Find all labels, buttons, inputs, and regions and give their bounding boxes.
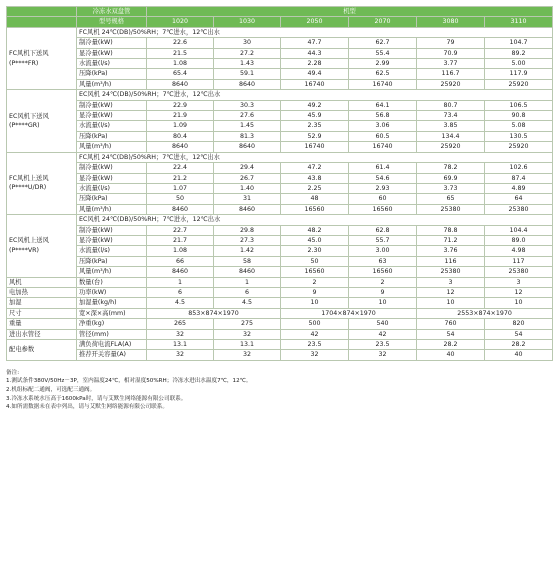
- value-cell: 47.2: [281, 163, 349, 173]
- value-cell: 2.28: [281, 59, 349, 69]
- value-cell: 65: [417, 194, 485, 204]
- table-row: [7, 79, 553, 89]
- value-cell: 8460: [214, 267, 281, 277]
- value-cell: 65.4: [147, 69, 214, 79]
- row-label: 风量(m³/h): [77, 142, 147, 152]
- value-cell: 540: [349, 319, 417, 329]
- table-row: [7, 256, 553, 266]
- value-cell: 52.9: [281, 131, 349, 141]
- value-cell: 16740: [349, 142, 417, 152]
- value-cell: 81.3: [214, 131, 281, 141]
- value-cell: 16740: [281, 142, 349, 152]
- row-label: 净重(kg): [77, 319, 147, 329]
- value-cell: 116: [417, 256, 485, 266]
- value-cell: 70.9: [417, 48, 485, 58]
- value-cell: 134.4: [417, 131, 485, 141]
- group-label: 进出水管径: [7, 329, 77, 339]
- header-blank: [7, 17, 77, 27]
- value-cell: 27.2: [214, 48, 281, 58]
- table-row: [7, 38, 553, 48]
- row-label: 加湿量(kg/h): [77, 298, 147, 308]
- section-group-label: [7, 215, 77, 277]
- section-group-label: [7, 152, 77, 214]
- value-cell: 40: [485, 350, 553, 360]
- value-cell: 6: [214, 287, 281, 297]
- value-cell: 116.7: [417, 69, 485, 79]
- group-label: 加湿: [7, 298, 77, 308]
- header-row: [7, 17, 553, 27]
- value-cell: 48.2: [281, 225, 349, 235]
- row-label: 宽×深×高(mm): [77, 308, 147, 318]
- header-row: [7, 7, 553, 17]
- value-cell: 26.7: [214, 173, 281, 183]
- value-cell: 16740: [281, 79, 349, 89]
- condition-row: EC风机 24℃(DB)/50%RH；7℃进水，12℃出水: [77, 215, 553, 225]
- value-cell: 2.93: [349, 183, 417, 193]
- group-name: FC风机下送风: [9, 50, 49, 58]
- value-cell: 64.1: [349, 100, 417, 110]
- row-label: 压降(kPa): [77, 194, 147, 204]
- value-cell: 102.6: [485, 163, 553, 173]
- table-row: [7, 235, 553, 245]
- value-cell: 25920: [417, 79, 485, 89]
- section-group-label: [7, 90, 77, 152]
- value-cell: 62.7: [349, 38, 417, 48]
- table-row: [7, 27, 553, 37]
- value-cell: 500: [281, 319, 349, 329]
- value-cell: 49.2: [281, 100, 349, 110]
- value-cell: 8640: [147, 79, 214, 89]
- value-cell: 3.85: [417, 121, 485, 131]
- value-cell: 32: [147, 350, 214, 360]
- group-name: FC风机上送风: [9, 175, 49, 182]
- value-cell: 1.42: [214, 246, 281, 256]
- value-cell: 12: [485, 287, 553, 297]
- value-cell: 32: [147, 329, 214, 339]
- table-row: [7, 308, 553, 318]
- note-line: 2.机组标配二通阀，可选配三通阀。: [6, 387, 96, 393]
- value-cell: 3.00: [349, 246, 417, 256]
- value-cell: 1: [214, 277, 281, 287]
- value-cell: 54: [485, 329, 553, 339]
- value-cell: 8460: [147, 204, 214, 214]
- value-cell: 60: [349, 194, 417, 204]
- value-cell: 22.6: [147, 38, 214, 48]
- value-cell: 10: [417, 298, 485, 308]
- model-header: 1020: [147, 17, 214, 27]
- table-row: [7, 287, 553, 297]
- notes-block: [6, 369, 552, 412]
- spec-sheet: [6, 6, 552, 412]
- row-label: 水流量(l/s): [77, 246, 147, 256]
- table-row: [7, 329, 553, 339]
- table-row: [7, 298, 553, 308]
- value-cell: 56.8: [349, 111, 417, 121]
- value-cell: 265: [147, 319, 214, 329]
- row-label: 水流量(l/s): [77, 59, 147, 69]
- row-label: 满负荷电流FLA(A): [77, 340, 147, 350]
- row-label: 数量(台): [77, 277, 147, 287]
- row-label: 制冷量(kW): [77, 225, 147, 235]
- value-cell: 89.2: [485, 48, 553, 58]
- value-cell: 104.7: [485, 38, 553, 48]
- value-cell: 29.4: [214, 163, 281, 173]
- note-line: 3.冷冻水系统水压高于1600kPa时，请与艾默生网络能源有限公司联系。: [6, 395, 187, 402]
- value-cell: 1704×874×1970: [281, 308, 417, 318]
- value-cell: 4.5: [147, 298, 214, 308]
- value-cell: 90.8: [485, 111, 553, 121]
- value-cell: 64: [485, 194, 553, 204]
- table-row: [7, 204, 553, 214]
- value-cell: 21.5: [147, 48, 214, 58]
- value-cell: 50: [281, 256, 349, 266]
- value-cell: 69.9: [417, 173, 485, 183]
- value-cell: 2.30: [281, 246, 349, 256]
- table-row: [7, 173, 553, 183]
- model-header: 1030: [214, 17, 281, 27]
- value-cell: 1.43: [214, 59, 281, 69]
- table-row: [7, 121, 553, 131]
- value-cell: 55.7: [349, 235, 417, 245]
- value-cell: 44.3: [281, 48, 349, 58]
- value-cell: 22.7: [147, 225, 214, 235]
- table-row: [7, 59, 553, 69]
- value-cell: 45.9: [281, 111, 349, 121]
- row-label: 制冷量(kW): [77, 163, 147, 173]
- condition-row: FC风机 24℃(DB)/50%RH；7℃进水，12℃出水: [77, 27, 553, 37]
- table-row: [7, 319, 553, 329]
- value-cell: 13.1: [214, 340, 281, 350]
- value-cell: 23.5: [349, 340, 417, 350]
- note-line: 4.如所需数据未在表中列出，请与艾默生网络能源有限公司联系。: [6, 404, 168, 411]
- value-cell: 10: [349, 298, 417, 308]
- table-row: [7, 69, 553, 79]
- value-cell: 1.08: [147, 59, 214, 69]
- value-cell: 43.8: [281, 173, 349, 183]
- value-cell: 4.89: [485, 183, 553, 193]
- value-cell: 66: [147, 256, 214, 266]
- table-row: [7, 194, 553, 204]
- value-cell: 59.1: [214, 69, 281, 79]
- model-header: 3080: [417, 17, 485, 27]
- value-cell: 2.99: [349, 59, 417, 69]
- value-cell: 8640: [214, 142, 281, 152]
- value-cell: 63: [349, 256, 417, 266]
- table-row: [7, 90, 553, 100]
- header-cell: 型号规格: [77, 17, 147, 27]
- value-cell: 25380: [485, 267, 553, 277]
- value-cell: 16740: [349, 79, 417, 89]
- value-cell: 27.3: [214, 235, 281, 245]
- row-label: 风量(m³/h): [77, 204, 147, 214]
- value-cell: 73.4: [417, 111, 485, 121]
- row-label: 功率(kW): [77, 287, 147, 297]
- value-cell: 42: [281, 329, 349, 339]
- value-cell: 48: [281, 194, 349, 204]
- value-cell: 16560: [281, 204, 349, 214]
- row-label: 推荐开关容量(A): [77, 350, 147, 360]
- value-cell: 275: [214, 319, 281, 329]
- value-cell: 25920: [417, 142, 485, 152]
- row-label: 风量(m³/h): [77, 267, 147, 277]
- section-group-label: [7, 27, 77, 89]
- value-cell: 8640: [147, 142, 214, 152]
- value-cell: 5.00: [485, 59, 553, 69]
- row-label: 压降(kPa): [77, 69, 147, 79]
- condition-row: FC风机 24℃(DB)/50%RH；7℃进水，12℃出水: [77, 152, 553, 162]
- value-cell: 28.2: [485, 340, 553, 350]
- group-name: EC风机下送风: [9, 112, 49, 120]
- value-cell: 61.4: [349, 163, 417, 173]
- value-cell: 104.4: [485, 225, 553, 235]
- header-cell: 冷冻水双盘管: [77, 7, 147, 17]
- value-cell: 25380: [417, 267, 485, 277]
- value-cell: 22.4: [147, 163, 214, 173]
- row-label: 水流量(l/s): [77, 183, 147, 193]
- group-name: EC风机上送风: [9, 237, 49, 245]
- spec-table: [6, 6, 553, 361]
- value-cell: 3.73: [417, 183, 485, 193]
- row-label: 显冷量(kW): [77, 48, 147, 58]
- value-cell: 29.8: [214, 225, 281, 235]
- value-cell: 78.8: [417, 225, 485, 235]
- value-cell: 21.2: [147, 173, 214, 183]
- value-cell: 55.4: [349, 48, 417, 58]
- value-cell: 89.0: [485, 235, 553, 245]
- table-row: [7, 277, 553, 287]
- model-header: 3110: [485, 17, 553, 27]
- table-row: [7, 152, 553, 162]
- row-label: 压降(kPa): [77, 131, 147, 141]
- value-cell: 28.2: [417, 340, 485, 350]
- group-label: 电加热: [7, 287, 77, 297]
- value-cell: 71.2: [417, 235, 485, 245]
- value-cell: 1: [147, 277, 214, 287]
- value-cell: 21.7: [147, 235, 214, 245]
- group-label: 配电参数: [7, 340, 77, 361]
- value-cell: 30.3: [214, 100, 281, 110]
- table-row: [7, 142, 553, 152]
- value-cell: 25380: [417, 204, 485, 214]
- value-cell: 60.5: [349, 131, 417, 141]
- value-cell: 3: [485, 277, 553, 287]
- value-cell: 8460: [214, 204, 281, 214]
- header-blank: [7, 7, 77, 17]
- value-cell: 25920: [485, 79, 553, 89]
- table-row: [7, 100, 553, 110]
- row-label: 制冷量(kW): [77, 38, 147, 48]
- value-cell: 2: [281, 277, 349, 287]
- value-cell: 54.6: [349, 173, 417, 183]
- value-cell: 12: [417, 287, 485, 297]
- value-cell: 13.1: [147, 340, 214, 350]
- value-cell: 4.98: [485, 246, 553, 256]
- table-row: [7, 131, 553, 141]
- row-label: 显冷量(kW): [77, 173, 147, 183]
- table-row: [7, 225, 553, 235]
- row-label: 显冷量(kW): [77, 111, 147, 121]
- value-cell: 5.08: [485, 121, 553, 131]
- value-cell: 78.2: [417, 163, 485, 173]
- value-cell: 3.76: [417, 246, 485, 256]
- value-cell: 62.5: [349, 69, 417, 79]
- condition-row: EC风机 24℃(DB)/50%RH；7℃进水，12℃出水: [77, 90, 553, 100]
- note-line: 1.测试条件380V/50Hz－3P，室内温度24℃，相对湿度50%RH；冷冻水进出水温度7℃，12℃。: [6, 378, 252, 385]
- value-cell: 1.07: [147, 183, 214, 193]
- table-row: [7, 111, 553, 121]
- value-cell: 45.0: [281, 235, 349, 245]
- value-cell: 79: [417, 38, 485, 48]
- value-cell: 2.35: [281, 121, 349, 131]
- value-cell: 8640: [214, 79, 281, 89]
- value-cell: 1.40: [214, 183, 281, 193]
- table-row: [7, 340, 553, 350]
- group-label: 重量: [7, 319, 77, 329]
- table-row: [7, 246, 553, 256]
- value-cell: 3.77: [417, 59, 485, 69]
- group-code: (P****GR): [9, 121, 40, 129]
- value-cell: 22.9: [147, 100, 214, 110]
- value-cell: 87.4: [485, 173, 553, 183]
- value-cell: 853×874×1970: [147, 308, 281, 318]
- row-label: 水流量(l/s): [77, 121, 147, 131]
- value-cell: 16560: [349, 267, 417, 277]
- value-cell: 820: [485, 319, 553, 329]
- value-cell: 62.8: [349, 225, 417, 235]
- value-cell: 16560: [349, 204, 417, 214]
- value-cell: 30: [214, 38, 281, 48]
- value-cell: 3: [417, 277, 485, 287]
- row-label: 管径(mm): [77, 329, 147, 339]
- table-row: [7, 350, 553, 360]
- row-label: 制冷量(kW): [77, 100, 147, 110]
- value-cell: 32: [349, 350, 417, 360]
- value-cell: 2: [349, 277, 417, 287]
- value-cell: 58: [214, 256, 281, 266]
- value-cell: 31: [214, 194, 281, 204]
- group-code: (P****U/DR): [9, 184, 47, 192]
- value-cell: 42: [349, 329, 417, 339]
- table-row: [7, 267, 553, 277]
- value-cell: 130.5: [485, 131, 553, 141]
- row-label: 压降(kPa): [77, 256, 147, 266]
- model-header: 2050: [281, 17, 349, 27]
- value-cell: 117: [485, 256, 553, 266]
- value-cell: 50: [147, 194, 214, 204]
- table-row: [7, 183, 553, 193]
- value-cell: 4.5: [214, 298, 281, 308]
- notes-title: 备注:: [6, 369, 20, 376]
- value-cell: 106.5: [485, 100, 553, 110]
- value-cell: 1.09: [147, 121, 214, 131]
- value-cell: 10: [485, 298, 553, 308]
- value-cell: 49.4: [281, 69, 349, 79]
- value-cell: 27.6: [214, 111, 281, 121]
- value-cell: 2553×874×1970: [417, 308, 553, 318]
- header-cell: 机型: [147, 7, 553, 17]
- value-cell: 25920: [485, 142, 553, 152]
- model-header: 2070: [349, 17, 417, 27]
- value-cell: 25380: [485, 204, 553, 214]
- value-cell: 117.9: [485, 69, 553, 79]
- group-code: (P****VR): [9, 246, 39, 254]
- value-cell: 80.4: [147, 131, 214, 141]
- value-cell: 1.45: [214, 121, 281, 131]
- value-cell: 54: [417, 329, 485, 339]
- value-cell: 32: [281, 350, 349, 360]
- value-cell: 3.06: [349, 121, 417, 131]
- row-label: 风量(m³/h): [77, 79, 147, 89]
- value-cell: 32: [214, 350, 281, 360]
- value-cell: 8460: [147, 267, 214, 277]
- row-label: 显冷量(kW): [77, 235, 147, 245]
- value-cell: 80.7: [417, 100, 485, 110]
- value-cell: 760: [417, 319, 485, 329]
- value-cell: 2.25: [281, 183, 349, 193]
- group-code: (P****FR): [9, 59, 39, 67]
- group-label: 尺寸: [7, 308, 77, 318]
- value-cell: 9: [349, 287, 417, 297]
- value-cell: 16560: [281, 267, 349, 277]
- value-cell: 9: [281, 287, 349, 297]
- value-cell: 23.5: [281, 340, 349, 350]
- table-row: [7, 215, 553, 225]
- value-cell: 6: [147, 287, 214, 297]
- table-row: [7, 48, 553, 58]
- table-row: [7, 163, 553, 173]
- value-cell: 21.9: [147, 111, 214, 121]
- value-cell: 32: [214, 329, 281, 339]
- value-cell: 47.7: [281, 38, 349, 48]
- value-cell: 40: [417, 350, 485, 360]
- value-cell: 1.08: [147, 246, 214, 256]
- group-label: 风机: [7, 277, 77, 287]
- value-cell: 10: [281, 298, 349, 308]
